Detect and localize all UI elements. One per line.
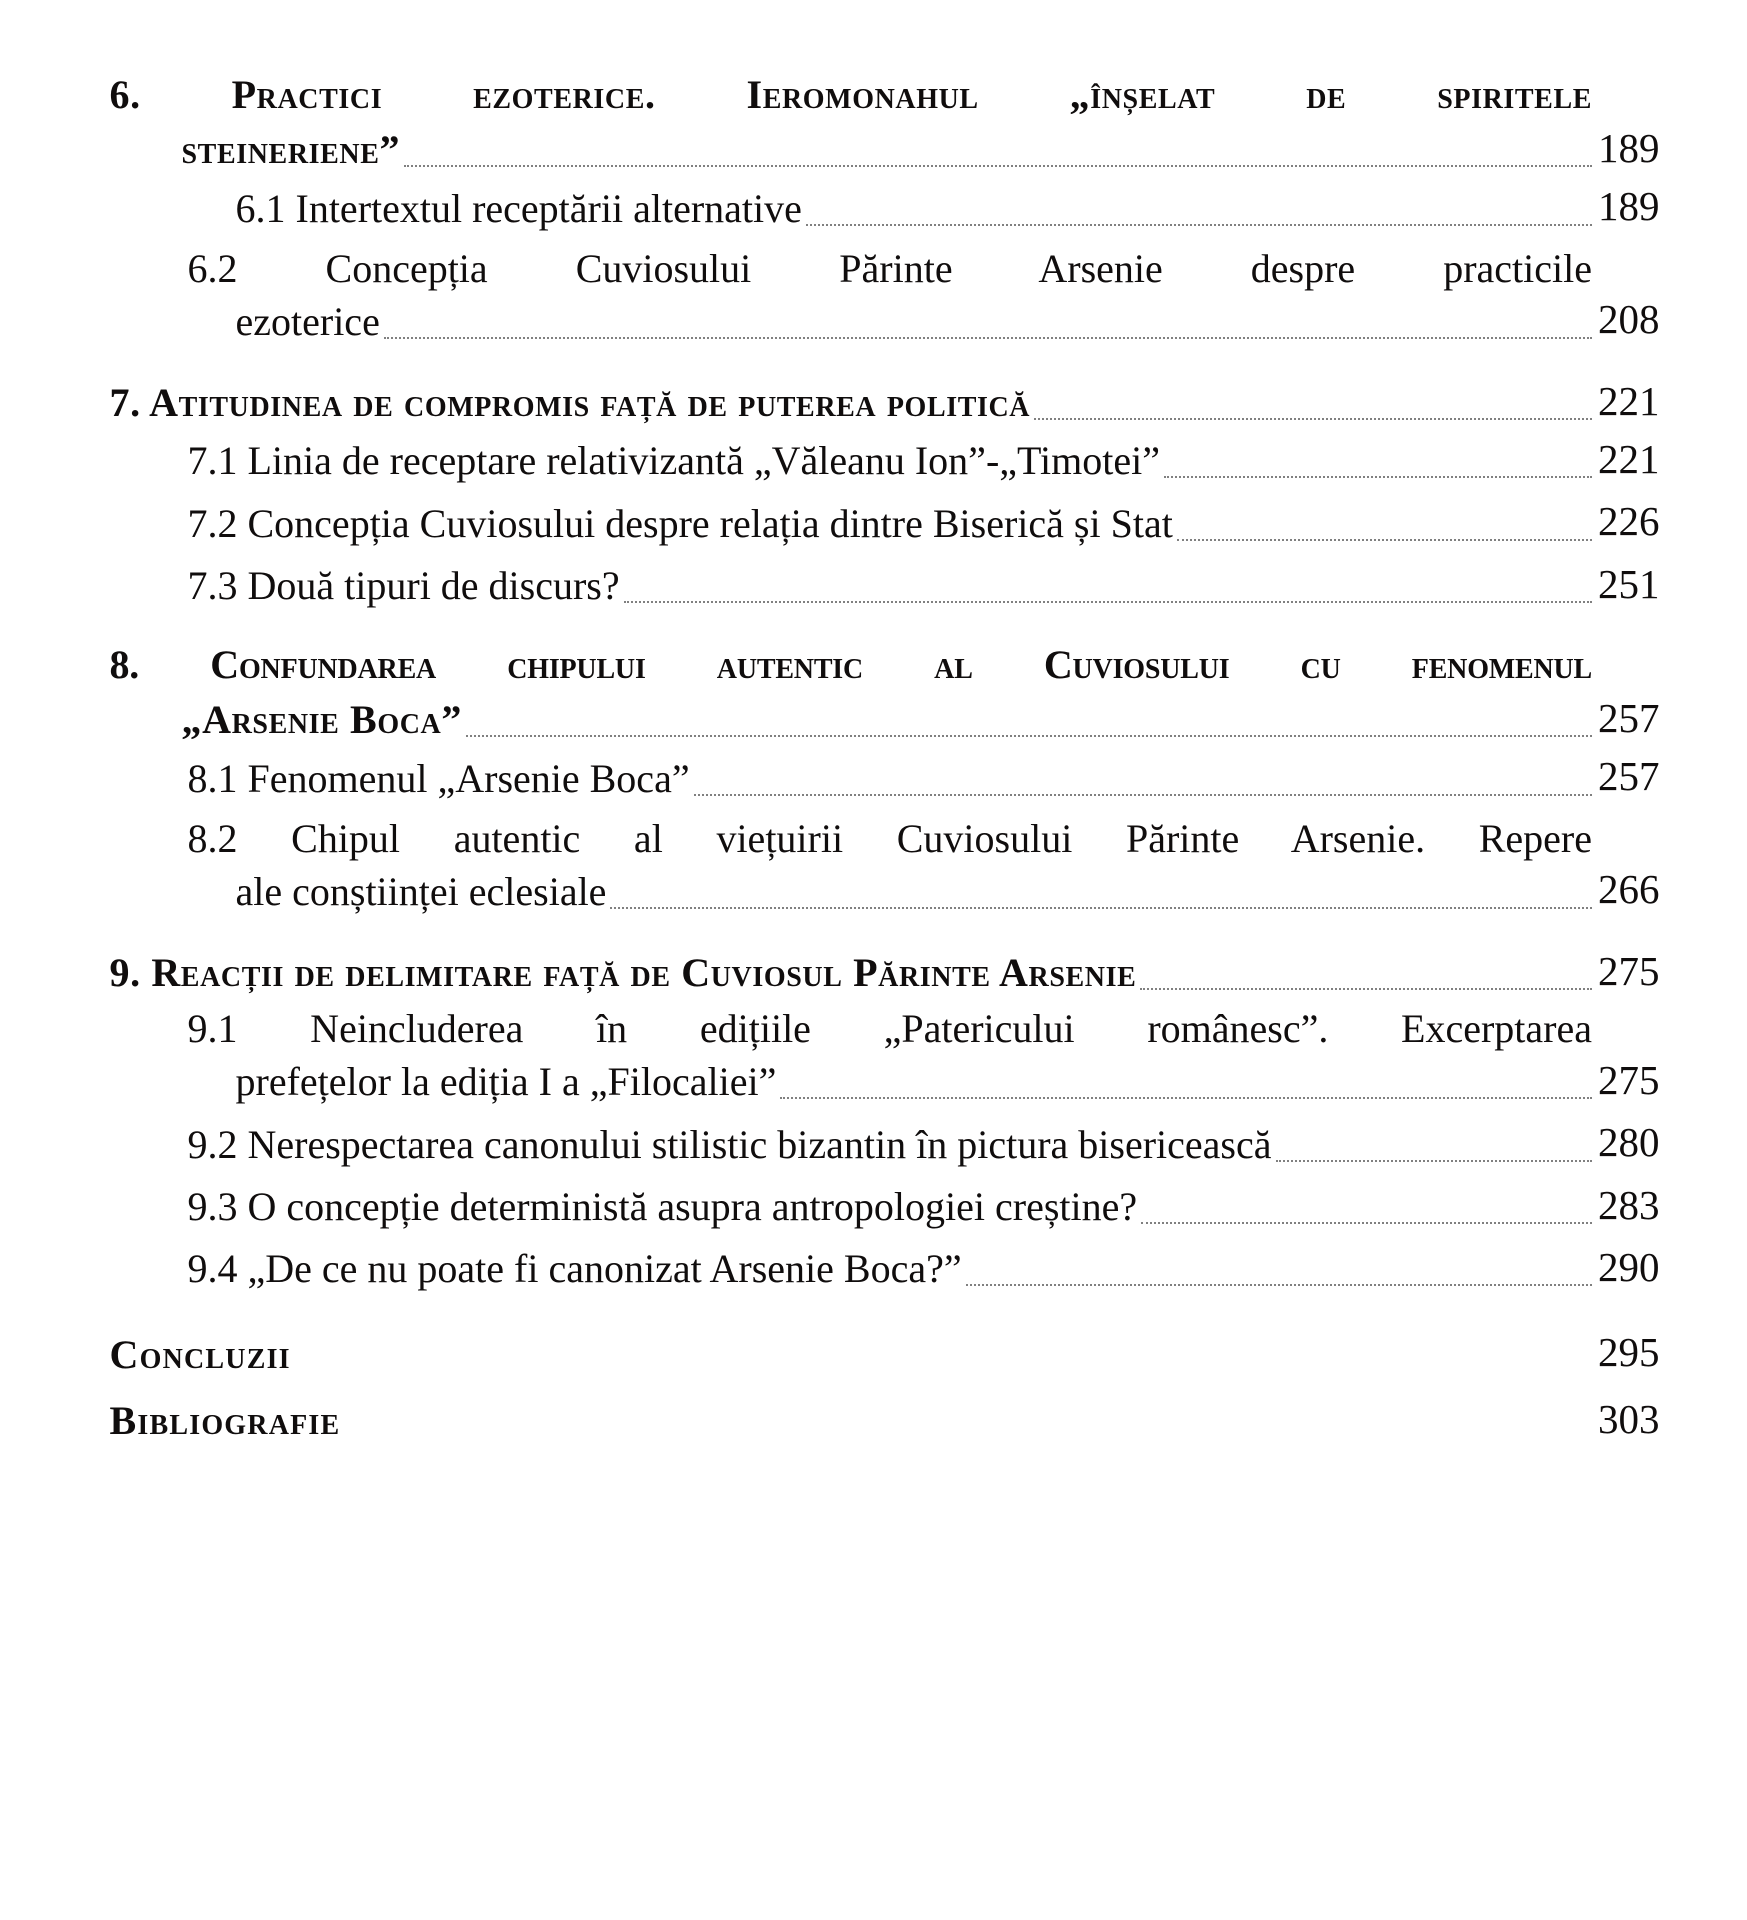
toc-entry-label: [188, 183, 1593, 235]
dot-leader: [780, 1097, 1592, 1099]
toc-entry-title-row: [110, 376, 1593, 429]
toc-entry-title-line2-row: [188, 296, 1593, 348]
toc-entry-title-cont: „Arsenie Boca”: [181, 697, 462, 743]
toc-entry-label: [188, 243, 1593, 348]
toc-entry-title-row: [188, 560, 1593, 612]
toc-entry-title: Bibliografie: [109, 1397, 341, 1443]
toc-entry-title: 6.2 Concepția Cuviosului Părinte Arsenie despre practicile: [187, 245, 1592, 291]
toc-entry-title-row: [188, 183, 1593, 235]
toc-entry-title: Concluzii: [109, 1331, 291, 1377]
dot-leader: [966, 1284, 1592, 1286]
toc-entry-section-9-3[interactable]: [110, 1179, 1660, 1233]
toc-entry-page-number[interactable]: 257: [1598, 753, 1660, 800]
toc-entry-label: [188, 753, 1593, 805]
toc-entry-title-row: [110, 1332, 295, 1377]
toc-entry-section-9-1[interactable]: [110, 1003, 1660, 1108]
toc-entry-title: 8.2 Chipul autentic al viețuirii Cuviosului Părinte Arsenie. Repere: [187, 815, 1592, 861]
toc-entry-chapter-9[interactable]: [110, 944, 1660, 1000]
toc-entry-number: 8.: [109, 642, 140, 688]
dot-leader: [694, 794, 1592, 796]
toc-entry-label: [110, 1328, 1593, 1382]
toc-list: [88, 68, 1660, 1448]
toc-entry-title-line2-row: [110, 123, 1593, 176]
toc-entry-label: [188, 560, 1593, 612]
toc-entry-title: 8.1 Fenomenul „Arsenie Boca”: [187, 755, 690, 801]
toc-entry-page-number[interactable]: 226: [1598, 498, 1660, 545]
toc-entry-section-8-2[interactable]: [110, 813, 1660, 918]
toc-entry-chapter-8[interactable]: [110, 638, 1660, 746]
toc-entry-title: Practici ezoterice. Ieromonahul „înșelat de spiritele: [231, 72, 1592, 117]
toc-entry-section-6-2[interactable]: [110, 243, 1660, 348]
toc-entry-page-number[interactable]: 295: [1598, 1329, 1660, 1376]
toc-entry-bibliografie[interactable]: [110, 1392, 1660, 1448]
toc-entry-title-line1: [110, 68, 1593, 121]
toc-entry-title: 9.1 Neincluderea în edițiile „Patericului românesc”. Excerptarea: [187, 1006, 1592, 1052]
toc-entry-label: [110, 638, 1593, 746]
toc-entry-title-cont: ale conștiinței eclesiale: [235, 868, 607, 914]
toc-entry-chapter-7[interactable]: [110, 374, 1660, 430]
toc-entry-label: [110, 946, 1593, 999]
toc-entry-title: 6.1 Intertextul receptării alternative: [235, 185, 802, 231]
toc-entry-page-number[interactable]: 303: [1598, 1395, 1660, 1442]
toc-entry-label: [188, 813, 1593, 918]
toc-entry-title: 9.2 Nerespectarea canonului stilistic bizantin în pictura bisericească: [187, 1121, 1272, 1167]
dot-leader: [404, 165, 1592, 167]
toc-entry-title-row: [110, 946, 1593, 999]
toc-entry-page-number[interactable]: 257: [1598, 694, 1660, 741]
toc-entry-title: 7.1 Linia de receptare relativizantă „Văleanu Ion”-„Timotei”: [187, 438, 1160, 484]
toc-entry-title-cont: prefețelor la ediția I a „Filocaliei”: [235, 1059, 777, 1105]
toc-entry-page-number[interactable]: 189: [1598, 183, 1660, 230]
toc-entry-title: 7.3 Două tipuri de discurs?: [187, 563, 620, 609]
toc-entry-title-row: [188, 435, 1593, 487]
toc-entry-title-row: [110, 1398, 345, 1443]
dot-leader: [1164, 476, 1592, 478]
dot-leader: [1141, 1222, 1592, 1224]
toc-entry-label: [188, 1243, 1593, 1295]
toc-entry-title: Reacții de delimitare față de Cuviosul Părinte Arsenie: [151, 950, 1137, 996]
toc-entry-page-number[interactable]: 290: [1598, 1243, 1660, 1290]
toc-entry-section-8-1[interactable]: [110, 750, 1660, 804]
toc-entry-page-number[interactable]: 275: [1598, 947, 1660, 994]
toc-entry-label: [188, 435, 1593, 487]
toc-entry-title: 7.2 Concepția Cuviosului despre relația dintre Biserică și Stat: [187, 500, 1173, 546]
toc-entry-label: [188, 498, 1593, 550]
toc-entry-title-group: [110, 376, 1031, 429]
toc-entry-section-9-4[interactable]: [110, 1241, 1660, 1295]
toc-entry-label: [188, 1003, 1593, 1108]
toc-entry-number: 7.: [109, 380, 141, 425]
toc-entry-concluzii[interactable]: [110, 1325, 1660, 1381]
toc-entry-title-group: [110, 946, 1137, 999]
toc-entry-title-row: [188, 1243, 1593, 1295]
toc-entry-label: [188, 1119, 1593, 1171]
toc-entry-section-7-2[interactable]: [110, 495, 1660, 549]
toc-entry-page-number[interactable]: 280: [1598, 1119, 1660, 1166]
toc-entry-section-7-1[interactable]: [110, 433, 1660, 487]
toc-entry-page-number[interactable]: 221: [1598, 436, 1660, 483]
toc-entry-section-6-1[interactable]: [110, 180, 1660, 234]
toc-entry-title: 9.3 O concepție deterministă asupra antropologiei creștine?: [187, 1183, 1138, 1229]
dot-leader: [624, 601, 1592, 603]
toc-entry-label: [110, 1394, 1593, 1448]
toc-entry-page-number[interactable]: 208: [1598, 296, 1660, 343]
toc-entry-title-row: [188, 498, 1593, 550]
toc-entry-page-number[interactable]: 275: [1598, 1056, 1660, 1103]
dot-leader: [806, 224, 1592, 226]
toc-entry-section-9-2[interactable]: [110, 1116, 1660, 1170]
toc-entry-label: [110, 376, 1593, 429]
toc-entry-title-row: [188, 753, 1593, 805]
toc-entry-title-line2-row: [110, 693, 1593, 746]
toc-entry-title-cont: ezoterice: [235, 298, 380, 344]
toc-entry-page-number[interactable]: 266: [1598, 866, 1660, 913]
toc-entry-title-line2-row: [188, 1056, 1593, 1108]
toc-entry-page-number[interactable]: 221: [1598, 377, 1660, 424]
toc-entry-page-number[interactable]: 189: [1598, 124, 1660, 171]
toc-entry-label: [188, 1181, 1593, 1233]
toc-entry-number: 6.: [109, 72, 141, 117]
toc-entry-number: 9.: [109, 950, 141, 996]
toc-entry-section-7-3[interactable]: [110, 558, 1660, 612]
toc-entry-title-row: [188, 1119, 1593, 1171]
dot-leader: [1140, 988, 1592, 990]
dot-leader: [1276, 1160, 1592, 1162]
toc-entry-chapter-6[interactable]: [110, 68, 1660, 176]
dot-leader: [1177, 539, 1592, 541]
toc-entry-page-number[interactable]: 283: [1598, 1181, 1660, 1228]
toc-entry-title-cont: steineriene”: [181, 127, 401, 173]
toc-entry-title: Atitudinea de compromis față de puterea politică: [149, 380, 1031, 425]
toc-entry-title-row: [188, 1181, 1593, 1233]
dot-leader: [1034, 418, 1592, 420]
toc-entry-title-line1: [110, 638, 1593, 691]
dot-leader: [466, 735, 1592, 737]
toc-entry-title: 9.4 „De ce nu poate fi canonizat Arsenie Boca?”: [187, 1246, 962, 1292]
dot-leader: [384, 337, 1592, 339]
toc-entry-label: [110, 68, 1593, 176]
toc-entry-title-line2-row: [188, 866, 1593, 918]
toc-entry-page-number[interactable]: 251: [1598, 560, 1660, 607]
dot-leader: [610, 907, 1592, 909]
toc-entry-title: Confundarea chipului autentic al Cuviosului cu fenomenul: [210, 642, 1592, 688]
